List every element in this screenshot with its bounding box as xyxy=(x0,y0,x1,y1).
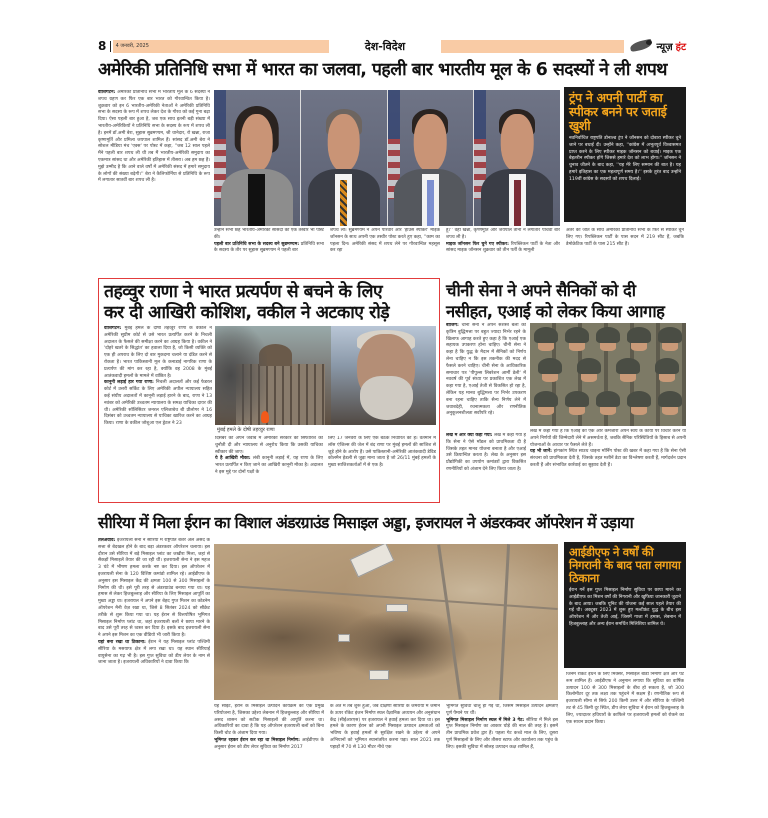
story1-column-4 xyxy=(446,228,560,280)
portrait-bera xyxy=(301,90,388,226)
photo-caption: मुंबई हमले के दोषी तहव्वुर राणा xyxy=(217,427,275,433)
brand-name-part2: हंट xyxy=(675,42,687,53)
article-text: दिसंबर को अपने जवाब में अमेरिकी सरकार की सिफारिश को चुनौती दी और न्यायालय से अनुरोध किया कि उसकी याचिका स्वीकार की जाए। xyxy=(215,436,323,455)
sidebar-title: ट्रंप ने अपनी पार्टी का स्पीकर बनने पर जताई खुशी xyxy=(569,90,667,133)
article-text: सीरिया में मिले इस गुप्त मिसाइल निर्माण का आकार घोड़े की नाल की तरह है। इसमें तीन प्राथमिक प्रवेश द्वार हैं। पहला गेट कच्चे माल के लिए, दूसरा पूर्ण मिसाइलों के लिए और तीसरा स्टाफ और कार्यालय तक पहुंच के लिए। इसकी सुविधा में सोलह उत्पादन कक्ष शामिल हैं, xyxy=(446,717,558,750)
article-text: लेख में कहा गया है कि सेना ने ऐसे मॉडल को प्राथमिकता दी है जिसके तहत मानव योजना बनाता है और एआई उसे क्रियान्वित करता है। लेख के अनुसार इस प्रौद्योगिकी का उपयोग कमांडरों द्वारा विकसित रणनीतियों को अंजाम देने लिए किया जाता है। xyxy=(446,433,526,472)
article-text: चीनी सेना ने अपने सशस्त्र बलों को कृत्रिम बुद्धिमत्ता पर बहुत ज्यादा निर्भर रहने के खिलाफ आगाह करते हुए कहा है कि एआई एक सहायक उपकरण होना चाहिए। चीनी सेना ने कहा है कि युद्ध के मैदान में सैनिकों को निर्णय लेना चाहिए न कि इस तकनीक की मदद से फैसले करने चाहिए। चीनी सेना के आधिकारिक समाचार पत्र 'पीपुल्स लिबरेशन आर्मी डेली' में नववर्ष की पूर्व संध्या पर प्रकाशित एक लेख में कहा गया है, एआई तेजी से विकसित हो रहा है, लेकिन यह मानव बुद्धिमत्ता पर निर्भर उपकरण बना रहना चाहिए ताकि सैन्य निर्णय लेने में जवाबदेही, रचनात्मकता और रणनीतिक अनुकूलनशीलता सर्वोपरि रहे। xyxy=(446,323,526,417)
article-text: लंबी कानूनी लड़ाई में, यह राणा के लिए भारत प्रत्यर्पित न किए जाने का आखिरी कानूनी मौका है। अदालत ने इस मुद्दे पर दोनों पक्षों के xyxy=(215,456,323,475)
article-text: रिपब्लिकन पार्टी के नेता और सांसद माइक जॉनसन शुक्रवार को तीन पर्ती के मामूली xyxy=(446,241,560,254)
headline-line-2: नसीहत, एआई को लेकर किया आगाह xyxy=(446,302,665,321)
article-text: निचली अदालतों और कई फेडरल कोर्ट में उत्तरी सर्किट के लिए अमेरिकी अपील न्यायालय सहित कई संघीय अदालतों में कानूनी लड़ाई हारने के बाद, राणा ने 13 नवंबर को अमेरिकी उच्चतम न्यायालय के समक्ष याचिका दायर की थी। अमेरिकी सॉलिसिटर जनरल एलिजाबेथ बी प्रीलोगर ने 16 दिसंबर को उच्चतम न्यायालय से याचिका खारिज करने का आग्रह किया। राणा के वकील जोशुआ एल ड्रेटल ने 23 xyxy=(104,380,212,427)
story2-column-3 xyxy=(328,436,436,500)
article-text: शपथ ली। सुब्रमण्यम ने अपने परिवार और 'हाउस स्पीकर' माइक जॉनसन के साथ अपनी एक तस्वीर पोस्ट करते हुए कहा, ''काम का पहला दिन। अमेरिकी संसद में शपथ लेने पर गौरवान्वित महसूस कर रहा xyxy=(330,228,440,254)
issue-date: 4 जनवरी, 2025 xyxy=(115,43,149,49)
story4-column-5 xyxy=(566,672,684,818)
article-text: लेख में कहा गया है कि एआई की एक और कमजोरी अपने स्वयं के कार्यों पर विचार करने या अपने निर्णयों की जिम्मेदारी लेने में असमर्थता है, जबकि सैनिक परिस्थितियों के हिसाब से अपनी योजनाओं के आधार पर फैसले लेते हैं। xyxy=(530,429,686,448)
story4-column-3 xyxy=(330,704,440,818)
article-text: भूमिगत सुविधा चालू हो गई थी, जिसमें मिसाइल उत्पादन क्षमताएं पूर्ण पैमाने पर थीं। xyxy=(446,704,558,716)
sidebar-text: ईरान गर्ने इस गुप्त मिसाइल निर्माण सुविधा पर छापा मारने का आईडीएफ का मिशन वर्षों की निगरानी और खुफिया जानकारी जुटाने के बाद आया। जबकि यूनिट की योजना कई साल पहले तैयार की गई थी। अक्टूबर 2023 में शुरू हुए मल्टीफ्रंट युद्ध के बीच इस ऑपरेशन में और तेजी आई, जिसमें गाजा में हमास, लेबनान में हिजबुल्लाह और अन्य ईरान समर्थित मिलिशिया शामिल थे। xyxy=(569,588,681,627)
article-text: आईडीएफ के अनुसार ईरान को डीप लेयर सुविधा का निर्माण 2017 xyxy=(214,737,324,750)
date-band xyxy=(113,40,329,53)
article-text: प्रतिनिधि सभा के सदस्य के तौर पर सुहास सुब्रमण्यम ने पहली बार xyxy=(214,241,324,254)
portrait-khanna xyxy=(388,90,475,226)
story2-column-1 xyxy=(104,326,212,500)
subhead: माइक जॉनसन फिर चुने गए स्पीकर: xyxy=(446,241,509,247)
eagle-icon xyxy=(626,38,656,54)
story2-column-2 xyxy=(215,436,323,500)
subhead: यहां बना रखा था ठिकाना: xyxy=(98,639,146,645)
subhead: कानूनी लड़ाई हार गया राणा: xyxy=(104,380,154,386)
article-text: लिए 17 जनवरी के लिए एक बैठक निर्धारित की है। वर्तमान में लॉस एंजिल्स की जेल में बंद राणा पर मुंबई हमलों की साजिश से जुड़े होने के आरोप हैं। उसे पाकिस्तानी-अमेरिकी आतंकवादी डेविड कोलमैन हेडली से जुड़ा माना जाता है जो 26/11 मुंबई हमलों के मुख्य साजिशकर्ताओं में से एक है। xyxy=(328,436,436,469)
idf-sidebar-box xyxy=(564,542,686,668)
dateline: वाशिंगटन: xyxy=(98,90,116,95)
story3-column-1 xyxy=(446,323,526,433)
missile-site-satellite-photo xyxy=(214,544,558,700)
story1-column-3 xyxy=(330,228,440,280)
brand-logo xyxy=(626,38,686,54)
article-text: हांगकांग स्थित साउथ चाइना मॉर्निंग पोस्ट की खबर में कहा गया है कि सेना ऐसी संरचना को प्राथमिकता देती है, जिसके तहत मशीनें डेटा का विश्लेषण करती हैं, मार्गदर्शन प्रदान करती हैं और संभावित कार्रवाई का सुझाव देती हैं। xyxy=(530,449,686,468)
article-text: अंतर की जीत के साथ अमेरिकी प्रतिनिधि सभा के फिर से स्पीकर चुन लिए गए। रिपब्लिकन पार्टी के पास सदन में 219 सीट हैं, जबकि डेमोक्रेटिक पार्टी के पास 215 सीट हैं। xyxy=(566,228,684,247)
page-number: 8 xyxy=(98,39,107,53)
article-text: ईरान ने यह मिसाइल प्लांट पश्चिमी सीरिया के मसयाफ क्षेत्र में लगा रखा था। यह स्थान सीरियाई वायुसेना का गढ़ भी है। इस गुप्त सुविधा को डीप लेयर के नाम से जाना जाता है। इजरायली अधिकारियों ने दावा किया कि xyxy=(98,639,210,666)
sidebar-title: आईडीएफ ने वर्षों की निगरानी के बाद पता लगाया ठिकाना xyxy=(569,545,681,585)
trump-sidebar-box xyxy=(564,87,686,222)
story3-headline xyxy=(446,280,664,322)
story1-headline: अमेरिकी प्रतिनिधि सभा में भारत का जलवा, पहली बार भारतीय मूल के 6 सदस्यों ने ली शपथ xyxy=(98,60,667,80)
story4-column-4 xyxy=(446,704,558,818)
representatives-photo xyxy=(214,90,560,226)
subhead: पहली बार प्रतिनिधि सभा के सदस्य बने सुब्रमण्यम: xyxy=(214,241,300,247)
article-text: उन्होंने सभी छह भारतीय-अमेरिकी सांसदों की एक तस्वीर भी पोस्ट की। xyxy=(214,228,324,240)
portrait-krishnamoorthi xyxy=(474,90,560,226)
dateline: वाशिंगटन: xyxy=(104,326,122,331)
story3-column-1-continued xyxy=(446,433,526,503)
subhead: लेख में और क्या कहा गया: xyxy=(446,433,493,438)
article-text: इजरायली सेना ने सीरिया में राष्ट्रपति बशर अल असद के सत्ता से बेदखल होने के बाद बड़ा अंडरकवर ऑपरेशन चलाया। इस दौरान उसे सीरिया में बड़े मिसाइल प्लांट का जखीरा मिला, जहां से सैकड़ों मिसाइलें तैयार की जा रही थीं। इजरायली सेना ने इस महज 3 घंटे में भीषण हमला करके नष्ट कर दिया। इस ऑपरेशन में इजरायली सेना के 120 विशिष्ट कमांडो शामिल रहे। आईडीएफ के अनुसार इस मिसाइल केंद्र की क्षमता 100 से 300 मिसाइलों के निर्माण की थी। इसे पूरी तरह से अंडरग्राउंड बनाया गया था। यह हमास से लेकर हिजबुल्लाह और सीरिया के लिए मिसाइल आपूर्ति का मुख्य अड्डा था। इजरायल ने अपने इस बेहद गुप्त मिशन का कोडनेम ऑपरेशन मैनी वेज़ रखा था, जिसे 8 सितंबर 2024 को सीक्रेट तरीके से शुरू किया गया था। यह ईरान से वित्तपोषित भूमिगत मिसाइल निर्माण प्लांट था, जहां इजरायली बलों ने छापा मारने के बाद उसे पूरी तरह से ध्वस्त कर दिया है। इसके बाद इजरायली सेना ने अपने इस मिशन का एक वीडियो भी जारी किया है। xyxy=(98,538,210,639)
story4-column-1 xyxy=(98,538,210,818)
story1-column-5 xyxy=(566,228,684,273)
story1-column-1 xyxy=(98,90,210,280)
story4-headline: सीरिया में मिला ईरान का विशाल अंडरग्राउंड मिसाइल अड्डा, इजरायल ने अंडरकवर ऑपरेशन में उड़ाया xyxy=(98,513,633,532)
subhead: ये है आखिरी मौका: xyxy=(215,456,251,462)
tahawwur-rana-photo xyxy=(331,326,436,425)
story1-column-2 xyxy=(214,228,324,280)
taj-hotel-attack-photo xyxy=(215,326,331,425)
story3-column-2 xyxy=(530,429,686,503)
article-text: अमेरिकी प्रतिनिधि सभा में भारतीय मूल के 6 सदस्यों ने शपथ ग्रहण कर फिर एक बार भारत को गौरवान्वित किया है। शुक्रवार को इन 6 भारतीय-अमेरिकी नेताओं ने अमेरिकी प्रतिनिधि सभा के सदस्य के रूप में शपथ लेकर देश के गौरव को कई गुना बढ़ा दिया। ऐसा पहली बार हुआ है, जब एक साथ इतनी बड़ी संख्या में भारतीय-अमेरिकियों ने प्रतिनिधि सभा के सदस्य के रूप में शपथ ली है। इनमें डॉ.अमी बेरा, सुहास सुब्रमण्यम, श्री थानेदार, रो खन्ना, राजा कृष्णमूर्ति और प्रमिला जयपाल शामिल हैं। सांसद डॉ.अमी बेरा ने सोशल मीडिया मंच 'एक्स' पर पोस्ट में कहा, ''जब 12 साल पहले मैंने पहली बार शपथ ली थी तब मैं भारतीय-अमेरिकी समुदाय का एकमात्र सांसद था और अमेरिकी इतिहास में तीसरा। अब हम छह हैं। मुझे उम्मीद है कि आने वाले वर्षों में अमेरिकी संसद में हमारे समुदाय के लोगों की संख्या बढ़ेगी।'' बेरा ने कैलिफोर्निया से प्रतिनिधि के रूप में लगातार सातवीं बार शपथ ली है। xyxy=(98,90,210,184)
section-title: देश-विदेश xyxy=(364,39,406,53)
subhead: भूमिगत रहकर ईरान कर रहा था मिसाइल निर्माण: xyxy=(214,737,300,743)
subhead: भूमिगत मिसाइल निर्माण स्थल में मिले 3 गेट: xyxy=(446,717,525,723)
article-text: के अंत में तब शुरू हुआ, जब दक्षिणी सीरिया के जमराया में जमीन के ऊपर रॉकेट इंजन निर्माण स्थल वैज्ञानिक अध्ययन और अनुसंधान केंद्र (सीईआरएस) पर इजरायल ने हवाई हमला कर दिया था। इस हमले के कारण ईरान को अपनी मिसाइल उत्पादन क्षमताओं को भविष्य के हवाई हमलों से सुरक्षित रखने के उद्देश्य से अपने अभियानों को भूमिगत स्थानांतरित करना पड़ा। साल 2021 तक पहाड़ों में 70 से 130 मीटर नीचे एक xyxy=(330,704,440,750)
dateline: तेलअवीव: xyxy=(98,538,116,543)
brand-name-part1: न्यूज़ xyxy=(656,42,673,53)
article-text: हूं।'' वहीं खन्ना, कृष्णमूर्ति और जयपाल तीनों ने लगातार पांचवीं बार शपथ ली है। xyxy=(446,228,560,240)
article-text: यह साइट, ईरान के मिसाइल उत्पादन कार्यक्रम की एक प्रमुख परियोजना है, जिसका उद्देश्य लेबनान में हिजबुल्लाह और सीरिया में असद शासन को सटीक मिसाइलों की आपूर्ति करना था। अधिकारियों का दावा है कि यह ऑपरेशन इजरायली बलों को बिना किसी चोट के अंजाम दिया गया। xyxy=(214,704,324,737)
story2-headline xyxy=(104,282,389,324)
article-text: जिनमें रॉकेट ईंधन के लिए मिक्सर, मिसाइल बॉडी निर्माण क्षेत्र और पेंट रूम शामिल हैं। आईडीएफ ने अनुमान लगाया कि सुविधा का वार्षिक उत्पादन 100 से 300 मिसाइलों के बीच हो सकता है, जो 300 किलोमीटर दूर तक लक्ष्य तक पहुंचने में सक्षम हैं। रणनीतिक रूप से इजरायली सीमा से सिर्फ 200 किमी उत्तर में और सीरिया के पश्चिमी तट से 45 किमी दूर स्थित, डीप लेयर सुविधा ने ईरान को हिजबुल्लाह के लिए, ज्यादातर हथियारों के काफिले पर इजरायली हमलों को रोकने का एक साधन प्रदान किया। xyxy=(566,672,684,725)
sidebar-text: नवनिर्वाचित राष्ट्रपति डोनाल्ड ट्रंप ने जॉनसन को दोबारा स्पीकर चुने जाने पर बधाई दी। उन्होंने कहा, ''कांग्रेस में अभूतपूर्व विश्वासमत प्राप्त करने के लिए स्पीकर माइक जॉनसन को बधाई। माइक एक बेहतरीन स्पीकर होंगे जिससे हमारे देश को लाभ होगा।'' जॉनसन ने चुनाव जीतने के बाद कहा, ''यह मेरे लिए सम्मान की बात है। यह हमारे इतिहास का एक महत्वपूर्ण समय है।'' इसके तुरंत बाद उन्होंने 119वीं कांग्रेस के सदस्यों को शपथ दिलाई। xyxy=(569,136,681,182)
dateline: बीजिंग: xyxy=(446,323,459,328)
headline-line-1: चीनी सेना ने अपने सैनिकों को दी xyxy=(446,281,636,300)
article-text: मुंबई हमले के दोषी तहव्वुर राणा के वकील ने अमेरिकी सुप्रीम कोर्ट से उसे भारत प्रत्यर्पित करने के निचली अदालत के फैसले की समीक्षा करने का आग्रह किया है। वकील ने 'दोहरे खतरे के सिद्धांत' का हवाला दिया है, जो किसी व्यक्ति को एक ही अपराध के लिए दो बार मुकदमा चलाने या दंडित करने से रोकता है। भारत पाकिस्तानी मूल के कनाडाई नागरिक राणा के प्रत्यर्पण की मांग कर रहा है, क्योंकि वह 2008 के मुंबई आतंकवादी हमलों के मामले में वांछित है। xyxy=(104,326,212,379)
masthead xyxy=(98,38,686,54)
headline-line-1: तहव्वुर राणा ने भारत प्रत्यर्पण से बचने के लिए xyxy=(104,282,383,302)
divider xyxy=(110,41,111,52)
portrait-jayapal xyxy=(214,90,301,226)
brand-band xyxy=(441,40,624,53)
chinese-soldiers-photo xyxy=(530,323,686,426)
story4-column-2 xyxy=(214,704,324,818)
subhead: यह भी जानें: xyxy=(530,449,552,455)
headline-line-2: कर दी आखिरी कोशिश, वकील ने अटकाए रोड़े xyxy=(104,303,390,323)
